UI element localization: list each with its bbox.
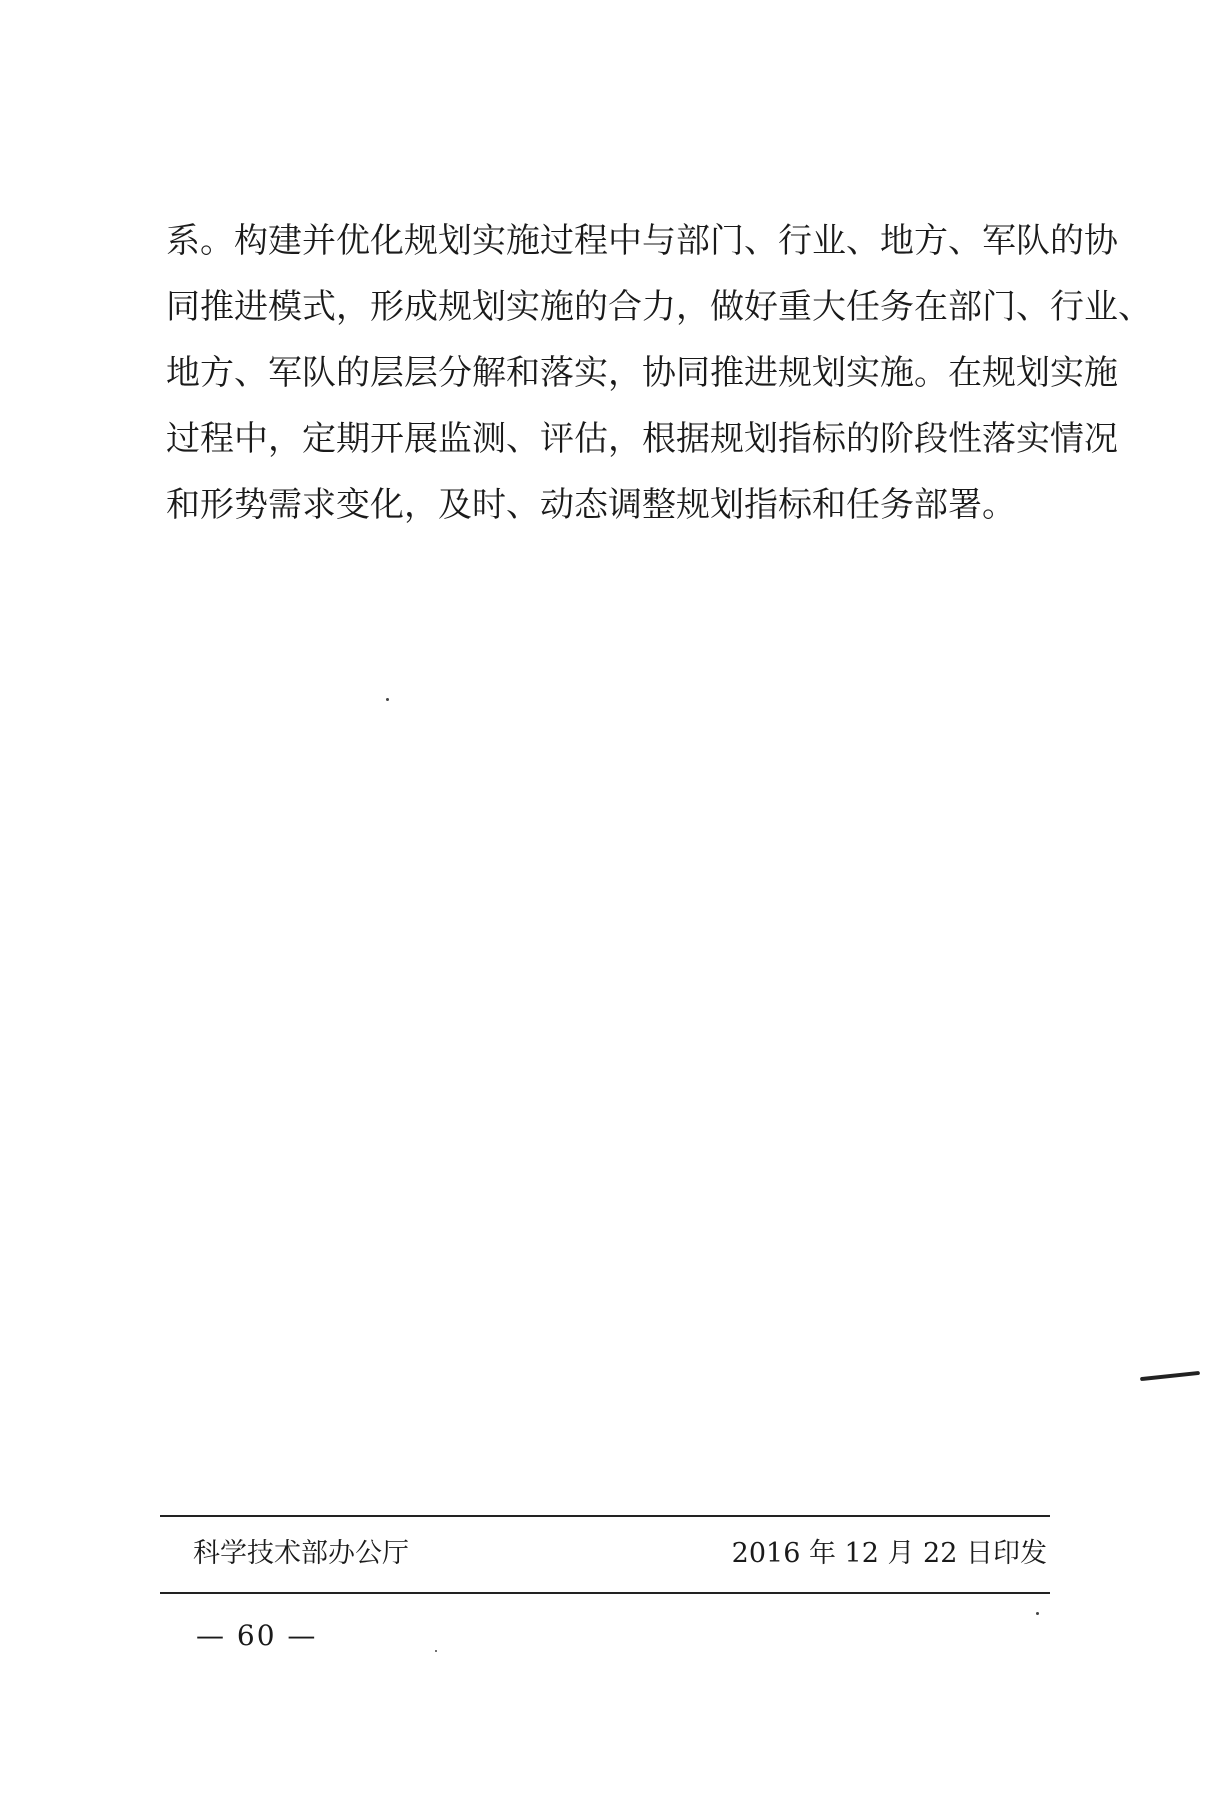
body-line-5: 和形势需求变化，及时、动态调整规划指标和任务部署。 xyxy=(166,485,1016,525)
imprint-issuer: 科学技术部办公厅 xyxy=(193,1538,409,1569)
body-line-1: 系。构建并优化规划实施过程中与部门、行业、地方、军队的协 xyxy=(166,221,1118,261)
scan-speck xyxy=(1036,1612,1039,1615)
body-line-3: 地方、军队的层层分解和落实，协同推进规划实施。在规划实施 xyxy=(166,353,1118,393)
imprint-date: 2016 年 12 月 22 日印发 xyxy=(731,1538,1047,1569)
body-paragraph xyxy=(166,208,1152,538)
scan-speck xyxy=(435,1650,437,1652)
body-line-2: 同推进模式，形成规划实施的合力，做好重大任务在部门、行业、 xyxy=(166,287,1152,327)
imprint-bottom-rule xyxy=(160,1592,1050,1594)
page-number: — 60 — xyxy=(196,1619,318,1652)
scan-stroke xyxy=(1140,1371,1200,1381)
body-line-4: 过程中，定期开展监测、评估，根据规划指标的阶段性落实情况 xyxy=(166,419,1118,459)
imprint-top-rule xyxy=(160,1515,1050,1517)
scan-speck xyxy=(386,698,389,701)
